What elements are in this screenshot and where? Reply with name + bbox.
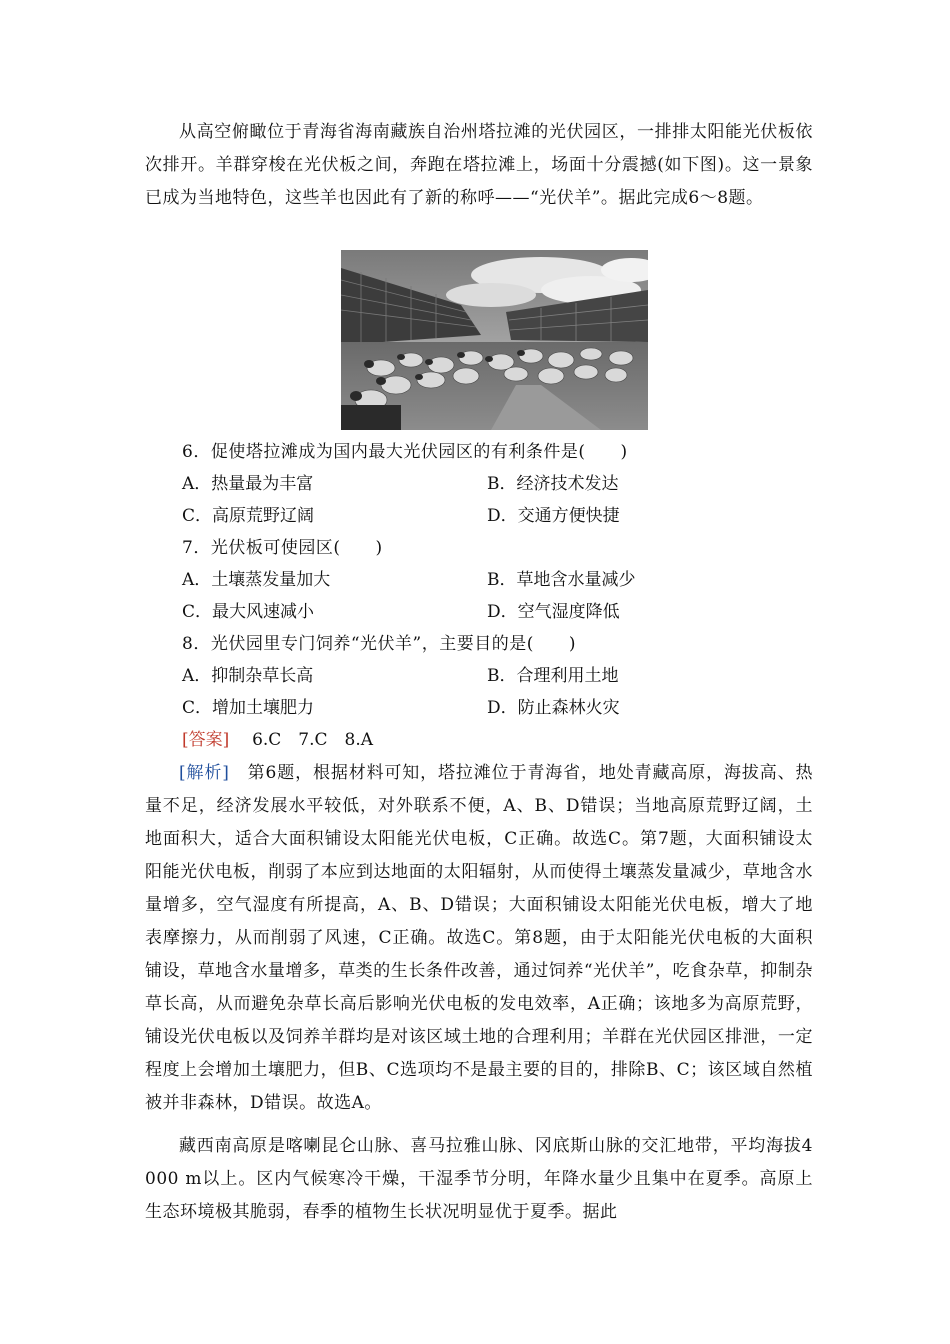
- question-8-stem: 8．光伏园里专门饲养“光伏羊”，主要目的是( ): [182, 634, 576, 654]
- question-7-option-a: A．土壤蒸发量加大: [182, 570, 331, 590]
- question-7-stem: 7．光伏板可使园区( ): [182, 538, 383, 558]
- question-6-option-c: C．高原荒野辽阔: [182, 506, 315, 526]
- question-8-option-b: B．合理利用土地: [487, 666, 619, 686]
- question-7-option-b: B．草地含水量减少: [487, 570, 636, 590]
- answer-line: [182, 724, 373, 756]
- question-6-stem: 6．促使塔拉滩成为国内最大光伏园区的有利条件是( ): [182, 442, 628, 462]
- question-8-option-a: A．抑制杂草长高: [182, 666, 314, 686]
- question-8-option-d: D．防止森林火灾: [487, 698, 620, 718]
- answer-text: 6.C 7.C 8.A: [252, 730, 374, 750]
- analysis-paragraph: [145, 757, 813, 1120]
- question-7-option-d: D．空气湿度降低: [487, 602, 620, 622]
- question-7-option-c: C．最大风速减小: [182, 602, 315, 622]
- intro-paragraph: 从高空俯瞰位于青海省海南藏族自治州塔拉滩的光伏园区，一排排太阳能光伏板依次排开。羊群穿梭在光伏板之间，奔跑在塔拉滩上，场面十分震撼(如下图)。这一景象已成为当地特色，这些羊也因此有了新的称呼——“光伏羊”。据此完成6～8题。: [145, 122, 813, 208]
- question-8-option-c: C．增加土壤肥力: [182, 698, 315, 718]
- question-6-option-a: A．热量最为丰富: [182, 474, 314, 494]
- next-passage-paragraph: 藏西南高原是喀喇昆仑山脉、喜马拉雅山脉、冈底斯山脉的交汇地带，平均海拔4 000 m以上。区内气候寒冷干燥，干湿季节分明，年降水量少且集中在夏季。高原上生态环境极其脆弱，春季的植物生长状况明显优于夏季。据此: [145, 1136, 813, 1222]
- answer-label: [答案]: [182, 730, 230, 750]
- analysis-label: [解析]: [179, 763, 230, 783]
- question-6-option-d: D．交通方便快捷: [487, 506, 620, 526]
- solar-sheep-photo: [341, 250, 648, 430]
- analysis-text: 第6题，根据材料可知，塔拉滩位于青海省，地处青藏高原，海拔高、热量不足，经济发展水平较低，对外联系不便，A、B、D错误；当地高原荒野辽阔，土地面积大，适合大面积铺设太阳能光伏电板，C正确。故选C。第7题，大面积铺设太阳能光伏电板，削弱了本应到达地面的太阳辐射，从而使得土壤蒸发量减少，草地含水量增多，空气湿度有所提高，A、B、D错误；大面积铺设太阳能光伏电板，增大了地表摩擦力，从而削弱了风速，C正确。故选C。第8题，由于太阳能光伏电板的大面积铺设，草地含水量增多，草类的生长条件改善，通过饲养“光伏羊”，吃食杂草，抑制杂草长高，从而避免杂草长高后影响光伏电板的发电效率，A正确；该地多为高原荒野，铺设光伏电板以及饲养羊群均是对该区域土地的合理利用；羊群在光伏园区排泄，一定程度上会增加土壤肥力，但B、C选项均不是最主要的目的，排除B、C；该区域自然植被并非森林，D错误。故选A。: [145, 763, 813, 1113]
- question-6-option-b: B．经济技术发达: [487, 474, 619, 494]
